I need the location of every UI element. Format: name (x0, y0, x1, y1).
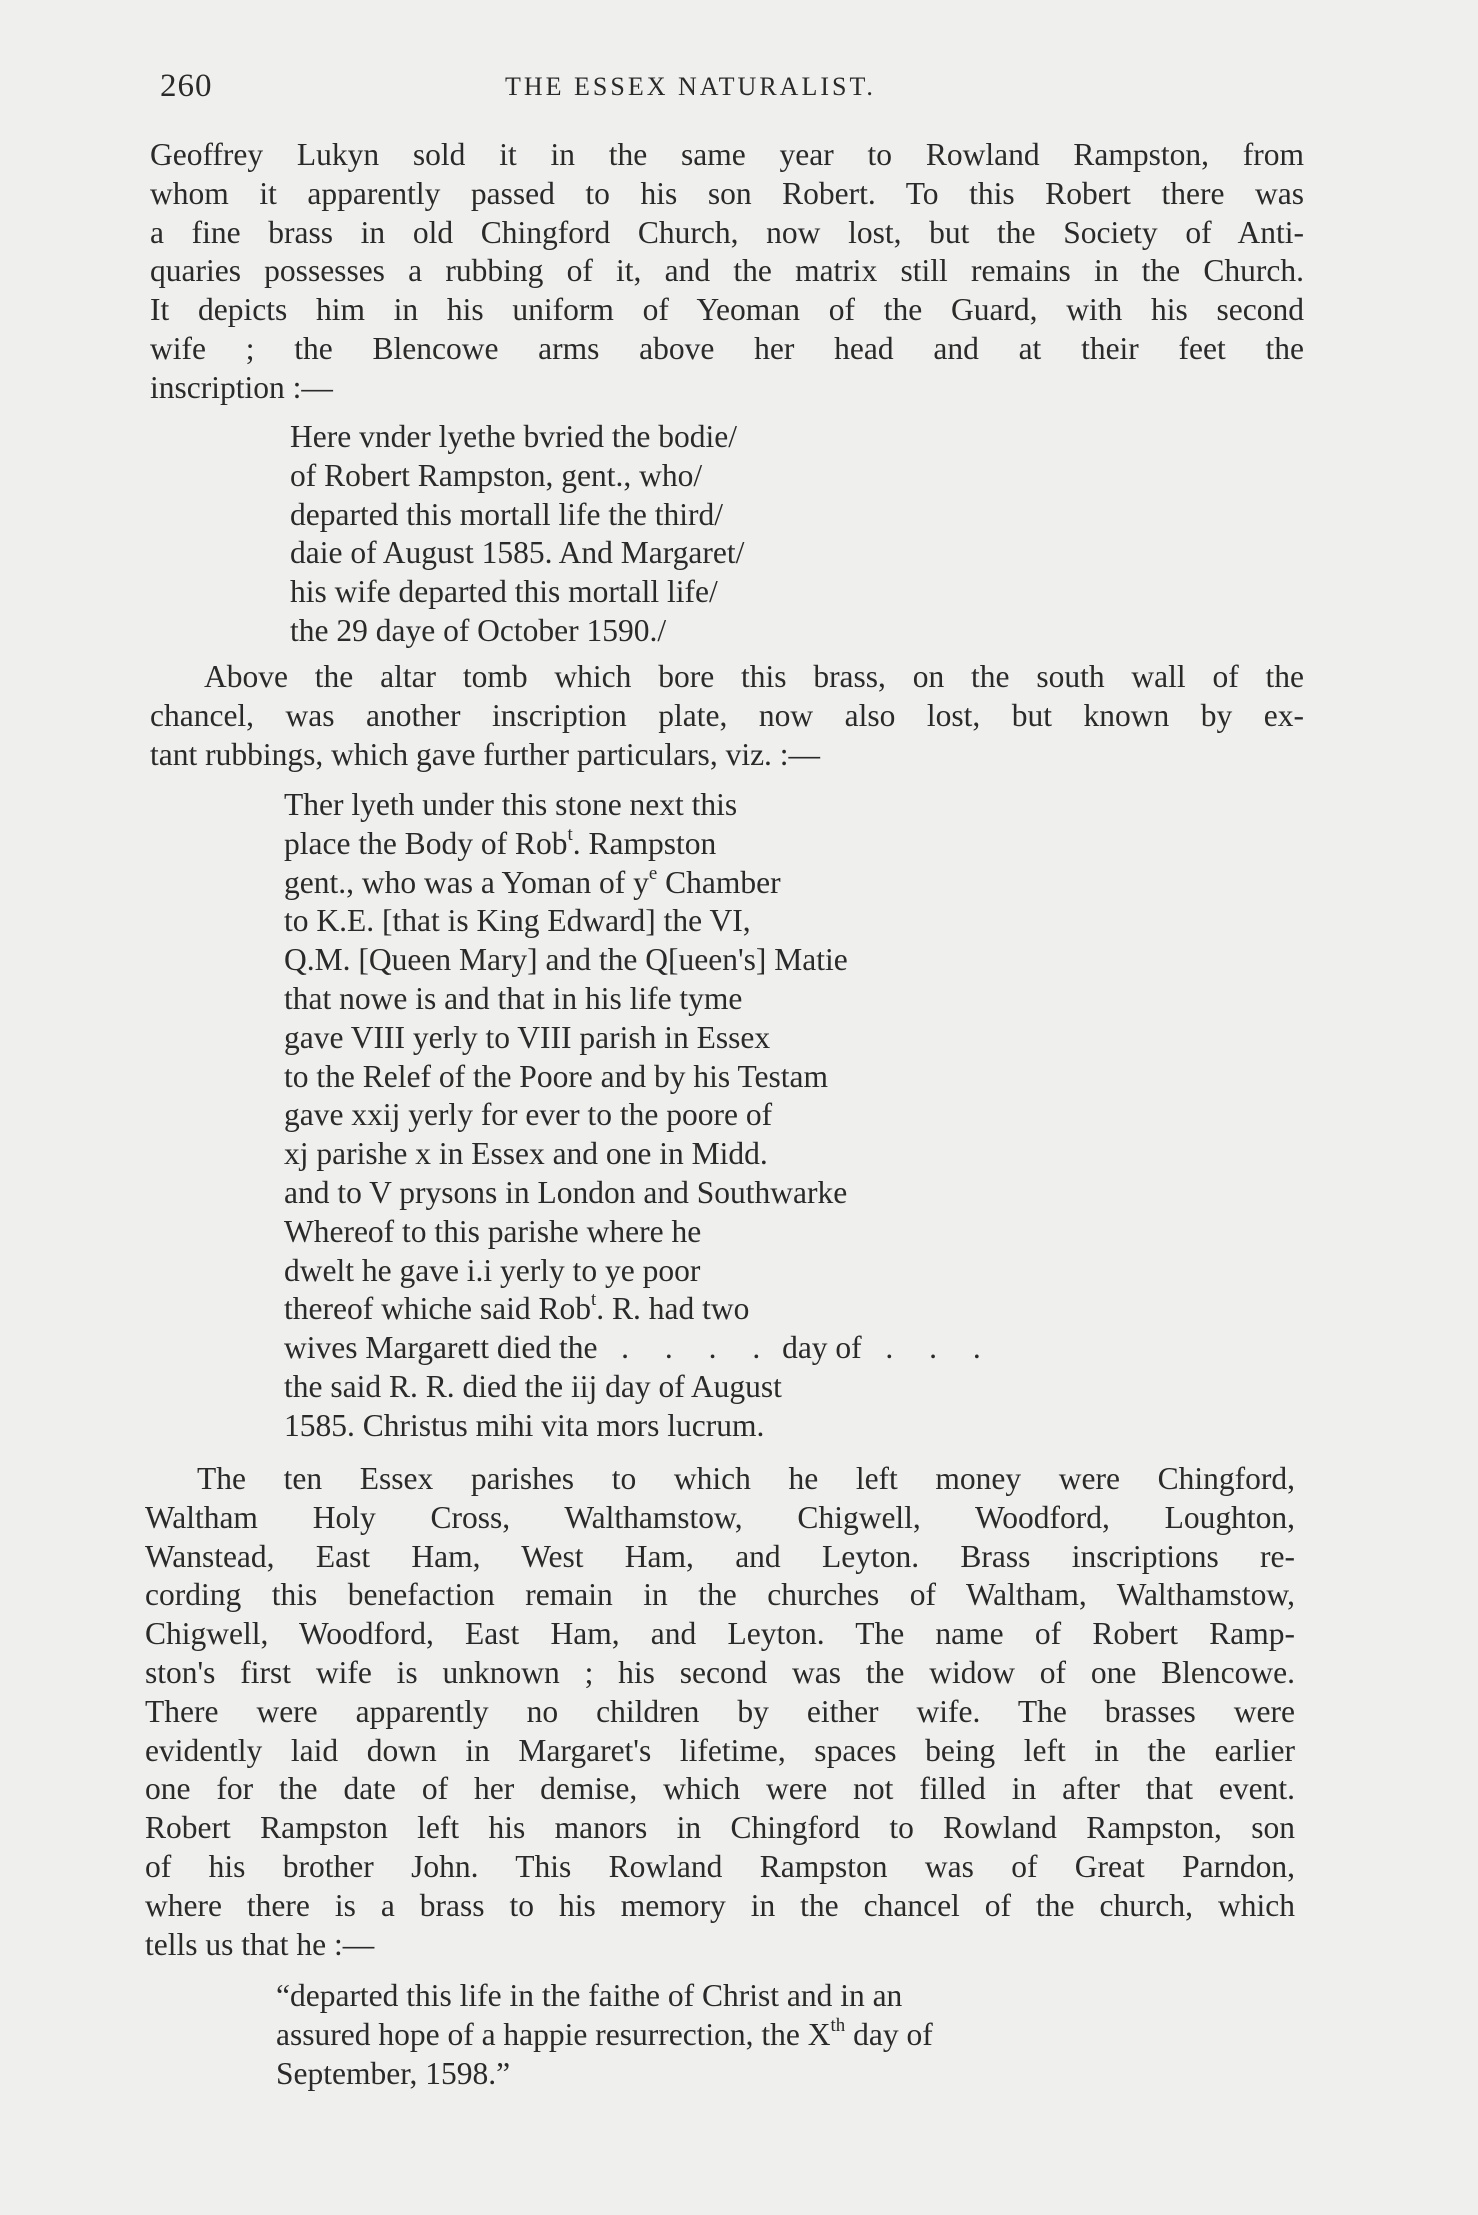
text-line: wife ; the Blencowe arms above her head and at their feet the (150, 330, 1304, 366)
inscription-line: gent., who was a Yoman of $y^e$ Chamber (284, 862, 781, 900)
inscription-line: to the Relef of the Poore and by his Testam (284, 1058, 828, 1094)
text-line: ston's first wife is unknown ; his second was the widow of one Blencowe. (145, 1654, 1295, 1690)
quote-line: assured hope of a happie resurrection, the Xth day of (276, 2014, 933, 2052)
journal-title: THE ESSEX NATURALIST. (505, 72, 876, 101)
inscription-line: Whereof to this parishe where he (284, 1213, 702, 1249)
text-line: of his brother John. This Rowland Rampston was of Great Parndon, (145, 1848, 1295, 1884)
text-line: tells us that he :— (145, 1926, 375, 1962)
page-number: 260 (160, 68, 213, 104)
omission-dots: . . . (885, 1330, 995, 1366)
text-line: The ten Essex parishes to which he left money were Chingford, (197, 1461, 1295, 1496)
inscription-line: departed this mortall life the third/ (290, 496, 724, 532)
inscription-line: Q.M. [Queen Mary] and the Q[ueen's] Matie (284, 942, 848, 978)
text-line: chancel, was another inscription plate, now also lost, but known by ex- (150, 697, 1304, 733)
inscription-line: that nowe is and that in his life tyme (284, 980, 743, 1016)
inscription-line: of Robert Rampston, gent., who/ (290, 457, 703, 493)
inscription-line: place the Body of Rob$^t$. Rampston (284, 823, 717, 861)
running-head (160, 68, 1310, 108)
inscription-line: gave VIII yerly to VIII parish in Essex (284, 1019, 771, 1055)
inscription-line: 1585. Christus mihi vita mors lucrum. (284, 1407, 765, 1443)
inscription-line: the 29 daye of October 1590./ (290, 612, 667, 648)
quoted-inscription (276, 1977, 1176, 2093)
inscription-line: his wife departed this mortall life/ (290, 574, 718, 610)
inscription-line: the said R. R. died the iij day of August (284, 1368, 782, 1404)
paragraph-2 (150, 658, 1304, 774)
text-line: It depicts him in his uniform of Yeoman of the Guard, with his second (150, 292, 1304, 328)
inscription-line: thereof whiche said Rob$^t$. R. had two (284, 1289, 750, 1327)
text-line: Robert Rampston left his manors in Chingford to Rowland Rampston, son (145, 1810, 1295, 1846)
inscription-line: Ther lyeth under this stone next this (284, 787, 738, 822)
text-line: where there is a brass to his memory in the chancel of the church, which (145, 1887, 1295, 1923)
inscription-1 (290, 418, 970, 651)
text-line: Waltham Holy Cross, Walthamstow, Chigwell, Woodford, Loughton, (145, 1499, 1295, 1535)
inscription-line: daie of August 1585. And Margaret/ (290, 535, 745, 571)
inscription-line: dwelt he gave i.i yerly to ye poor (284, 1252, 701, 1288)
text-line: Geoffrey Lukyn sold it in the same year to Rowland Rampston, from (150, 137, 1304, 172)
text-line: Wanstead, East Ham, West Ham, and Leyton. Brass inscriptions re- (145, 1538, 1295, 1574)
paragraph-3 (145, 1460, 1295, 1964)
omission-dots: . . . . (621, 1330, 775, 1366)
text-line: Chigwell, Woodford, East Ham, and Leyton. The name of Robert Ramp- (145, 1616, 1295, 1652)
text-line: quaries possesses a rubbing of it, and the matrix still remains in the Church. (150, 253, 1304, 289)
inscription-line: and to V prysons in London and Southwarke (284, 1174, 848, 1210)
paragraph-1 (150, 136, 1304, 408)
text-line: There were apparently no children by either wife. The brasses were (145, 1693, 1295, 1729)
quote-line: September, 1598.” (276, 2055, 511, 2091)
text-line: a fine brass in old Chingford Church, now lost, but the Society of Anti- (150, 214, 1304, 250)
text-line: Above the altar tomb which bore this brass, on the south wall of the (204, 659, 1304, 694)
quote-line: “departed this life in the faithe of Christ and in an (276, 1978, 903, 2013)
inscription-line: wives Margarett died the . . . . day of . . . (284, 1330, 995, 1366)
inscription-line: to K.E. [that is King Edward] the VI, (284, 903, 751, 939)
inscription-line: Here vnder lyethe bvried the bodie/ (290, 419, 737, 454)
text-line: evidently laid down in Margaret's lifetime, spaces being left in the earlier (145, 1732, 1295, 1768)
inscription-2 (284, 786, 1184, 1446)
text-line: one for the date of her demise, which were not filled in after that event. (145, 1771, 1295, 1807)
inscription-line: xj parishe x in Essex and one in Midd. (284, 1136, 768, 1172)
text-line: cording this benefaction remain in the churches of Waltham, Walthamstow, (145, 1577, 1295, 1613)
text-line: inscription :— (150, 369, 333, 405)
text-line: tant rubbings, which gave further particulars, viz. :— (150, 736, 821, 772)
inscription-line: gave xxij yerly for ever to the poore of (284, 1097, 773, 1133)
text-line: whom it apparently passed to his son Robert. To this Robert there was (150, 175, 1304, 211)
